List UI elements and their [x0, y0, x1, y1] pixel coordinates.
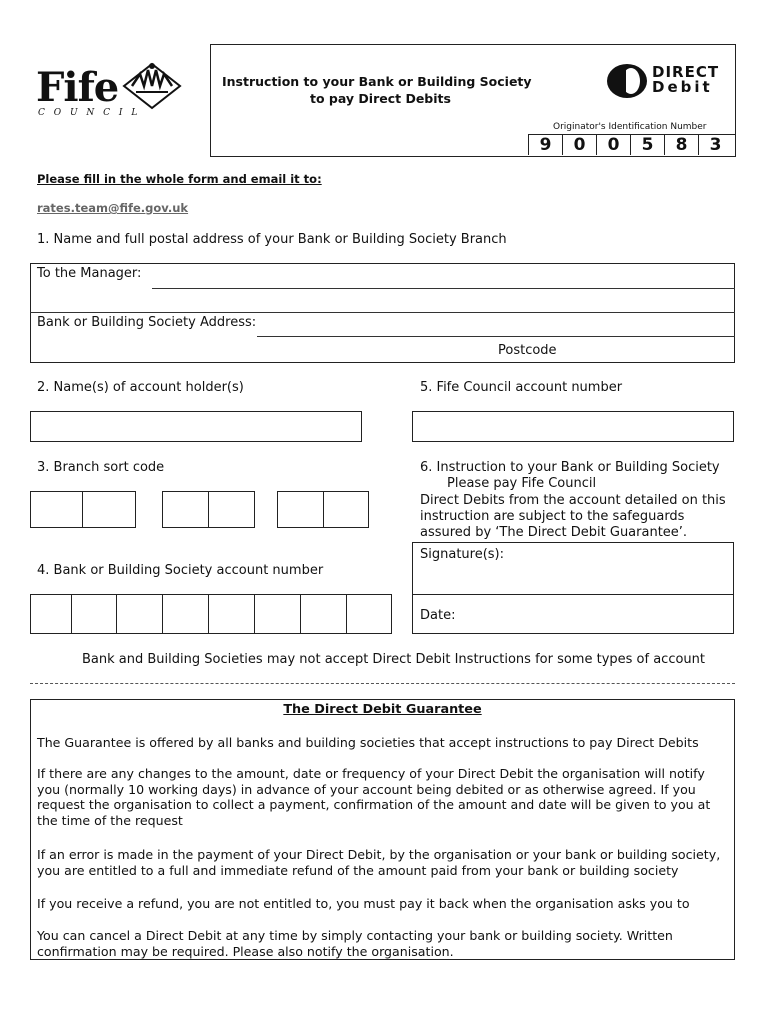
- account-number-digit[interactable]: [254, 594, 301, 634]
- guarantee-title: The Direct Debit Guarantee: [283, 702, 482, 717]
- date-label: Date:: [420, 608, 456, 623]
- notice-text: Bank and Building Societies may not accept Direct Debit Instructions for some types of account: [82, 652, 706, 667]
- originator-digit: 0: [596, 135, 630, 155]
- signature-label: Signature(s):: [420, 547, 505, 562]
- direct-debit-icon: [606, 62, 648, 100]
- account-number-digit[interactable]: [208, 594, 255, 634]
- sort-code-digit[interactable]: [208, 491, 255, 528]
- section2-label: 2. Name(s) of account holder(s): [37, 380, 244, 395]
- originator-digit: 3: [698, 135, 732, 155]
- to-manager-field[interactable]: [152, 288, 735, 289]
- direct-debit-word1: DIRECT: [652, 63, 720, 81]
- direct-debit-word2: Debit: [652, 78, 713, 96]
- fife-logo-council: C O U N C I L: [38, 108, 141, 118]
- section6-line5: assured by ‘The Direct Debit Guarantee’.: [420, 525, 688, 540]
- originator-digit: 8: [664, 135, 698, 155]
- fife-logo: [36, 60, 186, 122]
- sort-code-digit[interactable]: [323, 491, 369, 528]
- bank-address-field[interactable]: [257, 336, 735, 337]
- originator-digit: 9: [528, 135, 562, 155]
- account-number-digit[interactable]: [162, 594, 209, 634]
- section3-label: 3. Branch sort code: [37, 460, 165, 475]
- header-title-line1: Instruction to your Bank or Building Society: [222, 74, 532, 89]
- date-box[interactable]: [412, 594, 734, 634]
- section6-line3: Direct Debits from the account detailed on this: [420, 493, 726, 508]
- email-link[interactable]: rates.team@fife.gov.uk: [37, 201, 189, 215]
- originator-digit: 5: [630, 135, 664, 155]
- section6-line4: instruction are subject to the safeguards: [420, 509, 685, 524]
- guarantee-paragraph-1: The Guarantee is offered by all banks and building societies that accept instructions to pay Direct Debits: [37, 735, 699, 750]
- bank-address-label: Bank or Building Society Address:: [37, 315, 257, 330]
- section6-line2: Please pay Fife Council: [447, 476, 597, 491]
- guarantee-paragraph-3: If an error is made in the payment of your Direct Debit, by the organisation or your bank or building society, you are entitled to a full and immediate refund of the amount paid from your bank or building society: [37, 847, 721, 878]
- section6-line1: 6. Instruction to your Bank or Building Society: [420, 460, 720, 475]
- fill-instruction: Please fill in the whole form and email it to:: [37, 172, 322, 186]
- account-number-digit[interactable]: [116, 594, 163, 634]
- account-number-digit[interactable]: [71, 594, 117, 634]
- originator-digit: 0: [562, 135, 596, 155]
- fife-logo-text: Fife: [36, 64, 119, 111]
- section5-label: 5. Fife Council account number: [420, 380, 623, 395]
- fife-emblem-icon: [118, 60, 186, 112]
- section1-label: 1. Name and full postal address of your Bank or Building Society Branch: [37, 232, 507, 247]
- sort-code-digit[interactable]: [277, 491, 324, 528]
- originator-id-boxes: [528, 134, 736, 157]
- account-number-digit[interactable]: [346, 594, 392, 634]
- sort-code-digit[interactable]: [82, 491, 136, 528]
- guarantee-paragraph-5: You can cancel a Direct Debit at any time by simply contacting your bank or building society. Written confirmation may be required. Please also notify the organisation.: [37, 928, 673, 959]
- account-number-digit[interactable]: [30, 594, 72, 634]
- section4-label: 4. Bank or Building Society account number: [37, 563, 324, 578]
- account-holder-input[interactable]: [30, 411, 362, 442]
- originator-label: Originator's Identification Number: [553, 122, 707, 132]
- account-number-digit[interactable]: [300, 594, 347, 634]
- guarantee-paragraph-2: If there are any changes to the amount, date or frequency of your Direct Debit the organisation will notify you (normally 10 working days) in advance of your account being debited or as otherwise agreed. If you request the organisation to collect a payment, confirmation of the amount and date will be given to you at the time of the request: [37, 766, 711, 828]
- sort-code-digit[interactable]: [162, 491, 209, 528]
- sort-code-digit[interactable]: [30, 491, 83, 528]
- guarantee-paragraph-4: If you receive a refund, you are not entitled to, you must pay it back when the organisation asks you to: [37, 896, 690, 911]
- direct-debit-logo: [606, 62, 730, 100]
- address-line-field[interactable]: [30, 312, 735, 313]
- postcode-label: Postcode: [498, 343, 557, 358]
- cut-line: [30, 683, 735, 684]
- header-title-line2: to pay Direct Debits: [310, 91, 451, 106]
- to-manager-label: To the Manager:: [37, 266, 142, 281]
- council-account-input[interactable]: [412, 411, 734, 442]
